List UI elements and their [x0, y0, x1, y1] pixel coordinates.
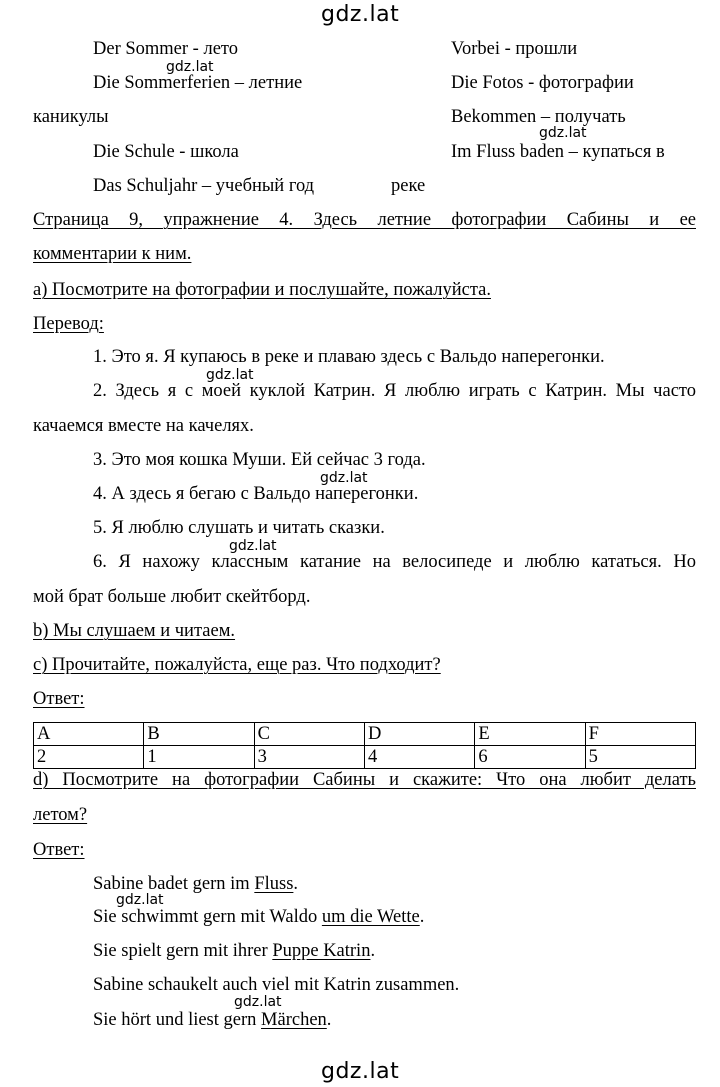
watermark: gdz.lat [539, 125, 587, 141]
watermark: gdz.lat [116, 892, 164, 908]
translation-item-6-cont: мой брат больше любит скейтборд. [33, 587, 311, 607]
table-cell: 1 [144, 746, 254, 769]
translation-item-1: 1. Это я. Я купаюсь в реке и плаваю здесь с Вальдо наперегонки. [93, 347, 605, 367]
translation-item-3: 3. Это моя кошка Муши. Ей сейчас 3 года. [93, 450, 426, 470]
table-cell: B [144, 723, 254, 746]
table-cell: 5 [585, 746, 695, 769]
table-cell: E [475, 723, 585, 746]
vocab-right-2: Die Fotos - фотографии [451, 73, 634, 93]
vocab-right-4: Im Fluss baden – купаться в [451, 142, 665, 162]
table-cell: A [34, 723, 144, 746]
answer-sentence-5: Sie hört und liest gern Märchen. [93, 1010, 332, 1030]
answer-table [33, 722, 696, 769]
table-row [34, 746, 696, 769]
answer-sentence-2: Sie schwimmt gern mit Waldo um die Wette. [93, 907, 425, 927]
translation-label: Перевод: [33, 314, 104, 334]
task-d-line1: d) Посмотрите на фотографии Сабины и скажите: Что она любит делать [33, 770, 696, 790]
table-cell: C [254, 723, 364, 746]
watermark-top: gdz.lat [321, 2, 400, 27]
translation-item-5: 5. Я люблю слушать и читать сказки. [93, 518, 385, 538]
table-cell: 3 [254, 746, 364, 769]
task-c: c) Прочитайте, пожалуйста, еще раз. Что подходит? [33, 655, 441, 675]
task-a: а) Посмотрите на фотографии и послушайте, пожалуйста. [33, 280, 491, 300]
vocab-left-3: каникулы [33, 107, 109, 127]
table-cell: 4 [364, 746, 474, 769]
answer-sentence-1: Sabine badet gern im Fluss. [93, 874, 299, 894]
table-header-row [34, 723, 696, 746]
watermark: gdz.lat [166, 59, 214, 75]
vocab-right-1: Vorbei - прошли [451, 39, 578, 59]
vocab-left-2: Die Sommerferien – летние [93, 73, 303, 93]
table-cell: 2 [34, 746, 144, 769]
watermark: gdz.lat [320, 470, 368, 486]
watermark: gdz.lat [234, 994, 282, 1010]
vocab-right-5: реке [391, 176, 426, 196]
table-cell: F [585, 723, 695, 746]
table-cell: D [364, 723, 474, 746]
answer-sentence-4: Sabine schaukelt auch viel mit Katrin zusammen. [93, 975, 460, 995]
translation-item-2-cont: качаемся вместе на качелях. [33, 416, 254, 436]
exercise-header-line1: Страница 9, упражнение 4. Здесь летние фотографии Сабины и ее [33, 210, 696, 230]
vocab-left-5: Das Schuljahr – учебный год [93, 176, 315, 196]
answer-label-1: Ответ: [33, 689, 85, 709]
answer-label-2: Ответ: [33, 840, 85, 860]
translation-item-2: 2. Здесь я с моей куклой Катрин. Я люблю играть с Катрин. Мы часто [93, 381, 696, 401]
task-d-line2: летом? [33, 805, 88, 825]
watermark: gdz.lat [229, 538, 277, 554]
vocab-left-1: Der Sommer - лето [93, 39, 238, 59]
translation-item-6: 6. Я нахожу классным катание на велосипеде и люблю кататься. Но [93, 552, 696, 572]
table-cell: 6 [475, 746, 585, 769]
vocab-right-3: Bekommen – получать [451, 107, 626, 127]
translation-item-4: 4. А здесь я бегаю с Вальдо наперегонки. [93, 484, 419, 504]
exercise-header-line2: комментарии к ним. [33, 244, 192, 264]
task-b: b) Мы слушаем и читаем. [33, 621, 236, 641]
watermark-bottom: gdz.lat [321, 1059, 400, 1084]
vocab-left-4: Die Schule - школа [93, 142, 239, 162]
watermark: gdz.lat [206, 367, 254, 383]
answer-sentence-3: Sie spielt gern mit ihrer Puppe Katrin. [93, 941, 376, 961]
